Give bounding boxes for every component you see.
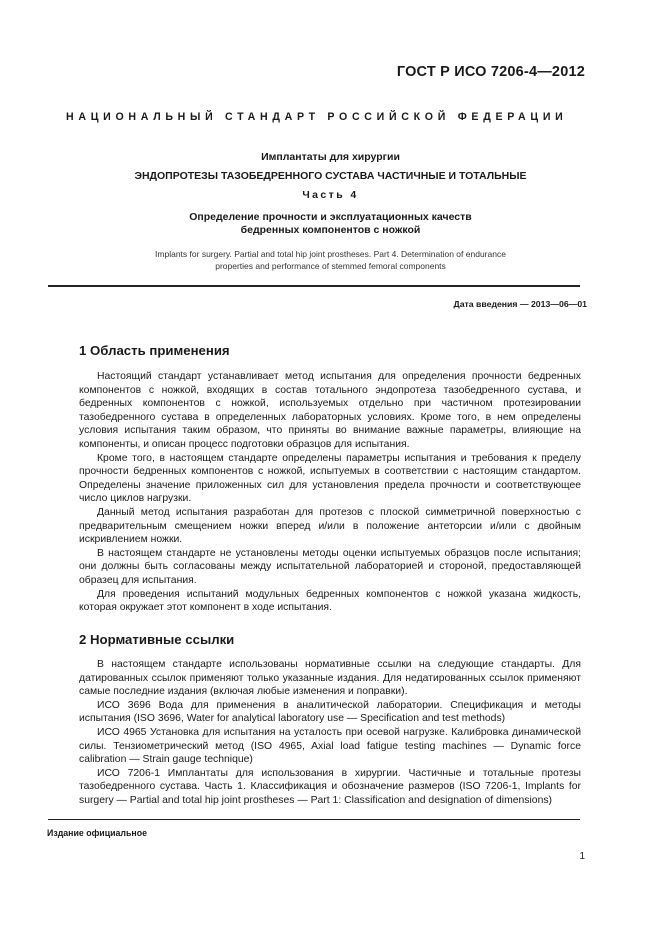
part-label: Часть 4 bbox=[302, 189, 359, 201]
page-number: 1 bbox=[579, 851, 585, 862]
subtitle bbox=[66, 211, 595, 237]
title-divider bbox=[48, 285, 580, 287]
reference-item: ИСО 3696 Вода для применения в аналитической лаборатории. Спецификация и методы испытания (ISO 3696, Water for analytical laboratory use — Specification and test methods) bbox=[79, 699, 581, 725]
section-2-heading: 2 Нормативные ссылки bbox=[79, 632, 235, 647]
english-title-line-1: Implants for surgery. Partial and total hip joint prostheses. Part 4. Determination of endurance bbox=[155, 249, 506, 259]
reference-item: ИСО 7206-1 Имплантаты для использования в хирургии. Частичные и тотальные протезы тазобедренного сустава. Часть 1. Классификация и обозначение размеров (ISO 7206-1, Implants for surgery — Partial and total hip joint prostheses — Part 1: Classification and designation of dimensions) bbox=[79, 767, 581, 806]
reference-item: ИСО 4965 Установка для испытания на усталость при осевой нагрузке. Калибровка динамической силы. Тензиометрический метод (ISO 4965, Axial load fatigue testing machines — Dynamic force calibration — Strain gauge technique) bbox=[79, 726, 581, 766]
paragraph: В настоящем стандарте не установлены методы оценки испытуемых образцов после испытания; они должны быть согласованы между испытательной лабораторией и стороной, предоставляющей образец для испытания. bbox=[79, 547, 581, 586]
paragraph: Кроме того, в настоящем стандарте определены параметры испытания и требования к пределу прочности бедренных компонентов с ножкой, испытуемых в соответствии с настоящим стандартом. Определены значение приложенных сил для установления предела прочности и соответствующее число циклов нагрузки. bbox=[79, 452, 581, 505]
subtitle-line-2: бедренных компонентов с ножкой bbox=[240, 224, 421, 236]
paragraph: Данный метод испытания разработан для протезов с плоской симметричной поверхностью с предварительным смещением ножки вперед и/или в положение антеторсии и/или с двойным искривлением ножки. bbox=[79, 506, 581, 546]
section-1-heading: 1 Область применения bbox=[79, 343, 230, 358]
section-1-body bbox=[79, 370, 581, 615]
standard-number: ГОСТ Р ИСО 7206-4—2012 bbox=[396, 64, 585, 80]
paragraph: В настоящем стандарте использованы нормативные ссылки на следующие стандарты. Для датированных ссылок применяют только указанные издания. Для недатированных ссылок применяют самые последние издания (включая любые изменения и поправки). bbox=[79, 659, 581, 698]
title-line-2: ЭНДОПРОТЕЗЫ ТАЗОБЕДРЕННОГО СУСТАВА ЧАСТИЧНЫЕ И ТОТАЛЬНЫЕ bbox=[134, 170, 527, 182]
subtitle-line-1: Определение прочности и эксплуатационных качеств bbox=[189, 211, 472, 223]
english-title-line-2: properties and performance of stemmed femoral components bbox=[215, 260, 446, 271]
introduction-date: Дата введения — 2013—06—01 bbox=[453, 299, 587, 309]
english-title bbox=[66, 249, 595, 272]
paragraph: Настоящий стандарт устанавливает метод испытания для определения прочности бедренных компонентов с ножкой, входящих в состав тотального эндопротеза тазобедренного сустава, и бедренных компонентов с ножкой, используемых отдельно при частичном протезировании тазобедренного сустава в определенных лабораторных условиях. Кроме того, в нем определены условия испытания таким образом, что приняты во внимание важные параметры, влияющие на компоненты, и описан процесс подготовки образцов для испытания. bbox=[79, 371, 581, 450]
edition-label: Издание официальное bbox=[47, 828, 147, 838]
national-standard-banner: НАЦИОНАЛЬНЫЙ СТАНДАРТ РОССИЙСКОЙ ФЕДЕРАЦИИ bbox=[66, 111, 568, 123]
footer-divider bbox=[48, 819, 580, 820]
title-line-1: Имплантаты для хирургии bbox=[261, 151, 400, 163]
paragraph: Для проведения испытаний модульных бедренных компонентов с ножкой указана жидкость, которая окружает этот компонент в ходе испытания. bbox=[79, 588, 581, 614]
section-2-body bbox=[79, 658, 581, 808]
